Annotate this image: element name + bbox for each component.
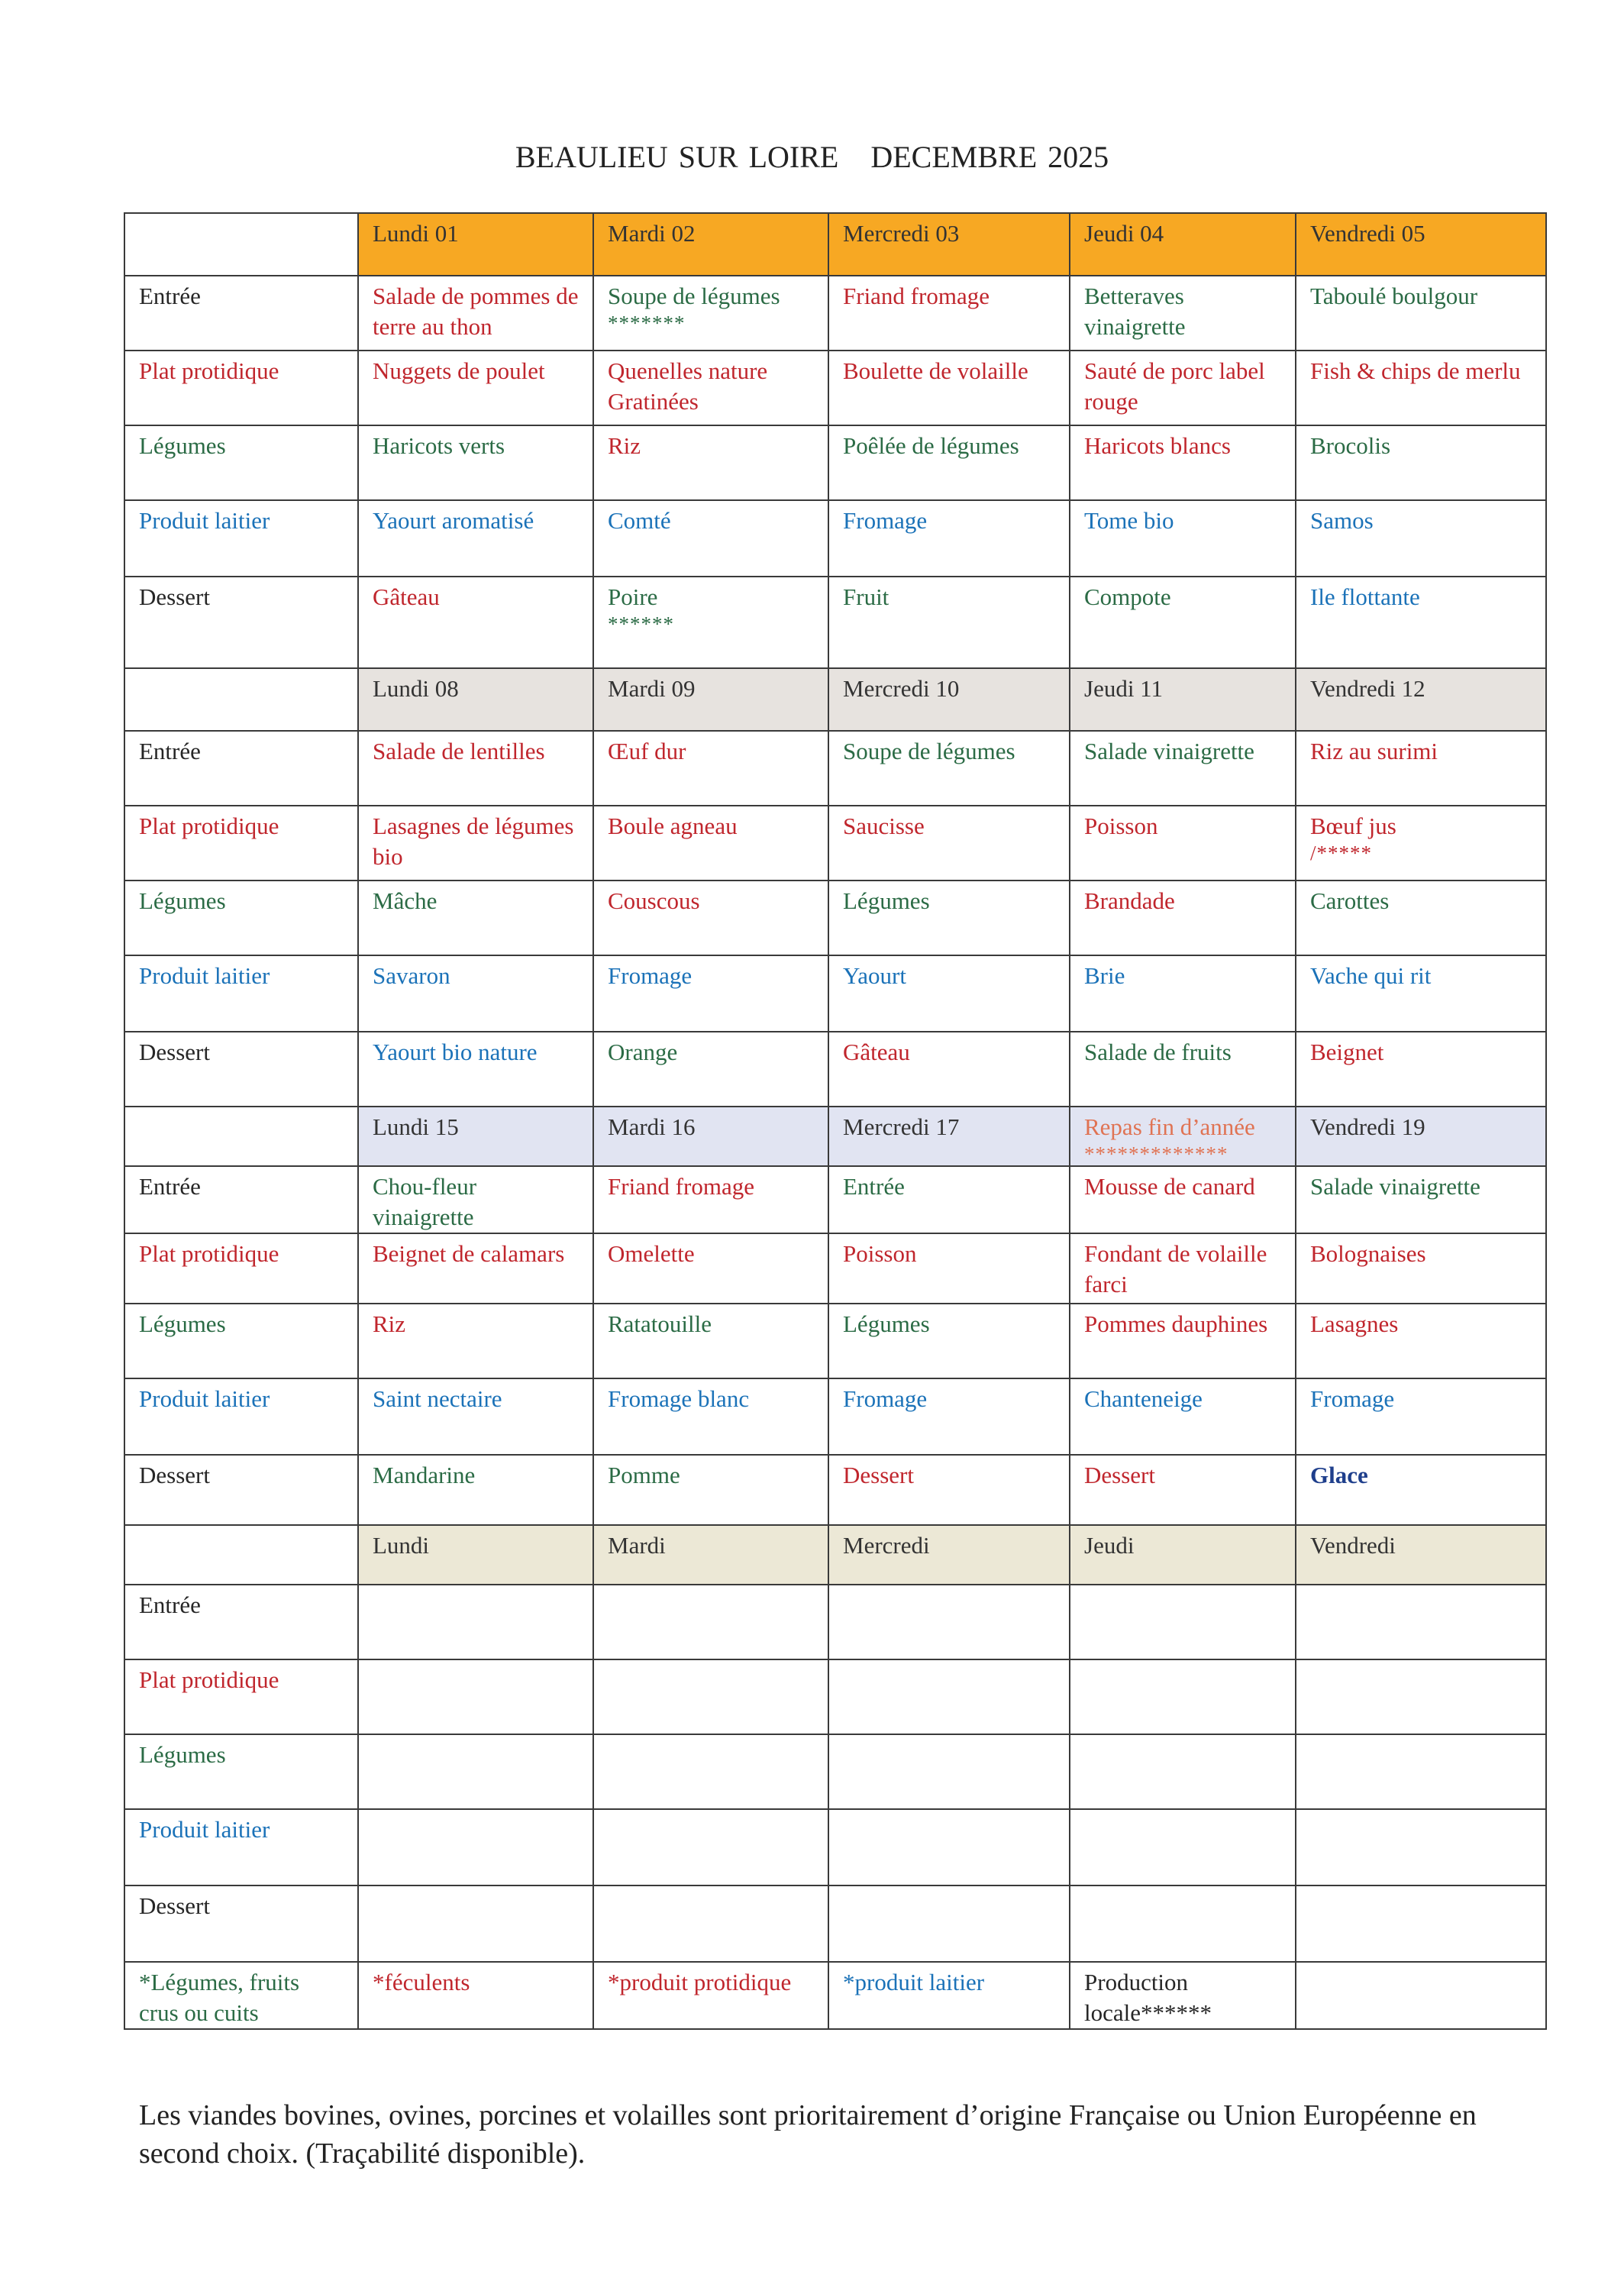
day-label: Mardi xyxy=(608,1532,666,1559)
category-label: Entrée xyxy=(124,1166,358,1233)
category-label: Produit laitier xyxy=(124,500,358,577)
menu-cell xyxy=(358,1659,593,1734)
menu-cell xyxy=(358,1233,593,1304)
dish-stars: ******* xyxy=(608,312,686,334)
dish-name: Fromage xyxy=(608,962,693,989)
dish-name: Fromage xyxy=(1310,1385,1395,1412)
menu-cell xyxy=(358,955,593,1032)
dish-name: Poêlée de légumes xyxy=(843,432,1019,459)
menu-cell xyxy=(1296,1378,1546,1455)
menu-cell xyxy=(593,955,828,1032)
dish-name: Orange xyxy=(608,1039,678,1065)
day-header xyxy=(828,1107,1070,1166)
title-place: BEAULIEU SUR LOIRE xyxy=(515,140,839,174)
dish-name: Riz xyxy=(608,432,641,459)
menu-cell xyxy=(593,881,828,955)
menu-cell xyxy=(1296,1304,1546,1378)
menu-cell xyxy=(828,1734,1070,1809)
menu-row xyxy=(124,1032,1546,1107)
dish-name: Quenelles nature Gratinées xyxy=(608,357,768,415)
header-blank-cell xyxy=(124,1107,358,1166)
menu-cell xyxy=(358,351,593,425)
legend-cell: *produit protidique xyxy=(593,1962,828,2029)
menu-cell xyxy=(593,425,828,500)
menu-cell xyxy=(1296,806,1546,881)
dish-name: Brandade xyxy=(1084,887,1175,914)
menu-cell xyxy=(1070,1304,1296,1378)
legend-cell: Production locale****** xyxy=(1070,1962,1296,2029)
legend-cell: *féculents xyxy=(358,1962,593,2029)
menu-cell xyxy=(1296,425,1546,500)
dish-name: Betteraves vinaigrette xyxy=(1084,283,1186,340)
menu-cell xyxy=(593,1585,828,1659)
day-header xyxy=(358,213,593,276)
day-header xyxy=(593,213,828,276)
dish-name: Fromage xyxy=(843,507,928,534)
menu-cell xyxy=(1296,1809,1546,1885)
menu-cell xyxy=(828,1233,1070,1304)
dish-name: Nuggets de poulet xyxy=(373,357,545,384)
category-label: Dessert xyxy=(124,1885,358,1962)
dish-name: Pomme xyxy=(608,1462,680,1488)
dish-name: Brie xyxy=(1084,962,1125,989)
menu-cell xyxy=(593,1032,828,1107)
menu-cell xyxy=(828,1032,1070,1107)
header-blank-cell xyxy=(124,1525,358,1585)
day-label: Mercredi 10 xyxy=(843,675,960,702)
day-label: Mercredi 17 xyxy=(843,1113,960,1140)
dish-name: Saucisse xyxy=(843,813,925,839)
menu-cell xyxy=(358,731,593,806)
category-label: Produit laitier xyxy=(124,955,358,1032)
category-label: Produit laitier xyxy=(124,1378,358,1455)
day-header xyxy=(1296,668,1546,731)
dish-name: Saint nectaire xyxy=(373,1385,502,1412)
day-label: Vendredi 12 xyxy=(1310,675,1425,702)
menu-cell xyxy=(1296,1734,1546,1809)
dish-name: Fruit xyxy=(843,583,889,610)
menu-cell xyxy=(1296,1166,1546,1233)
day-header xyxy=(1296,1525,1546,1585)
menu-cell xyxy=(1070,1455,1296,1525)
category-label: Légumes xyxy=(124,425,358,500)
dish-name: Mâche xyxy=(373,887,437,914)
menu-cell xyxy=(593,1304,828,1378)
legend-row xyxy=(124,1962,1546,2029)
dish-name: Salade de fruits xyxy=(1084,1039,1232,1065)
day-header xyxy=(828,213,1070,276)
week-header-row xyxy=(124,213,1546,276)
menu-cell xyxy=(358,276,593,351)
week-header-row xyxy=(124,1525,1546,1585)
header-blank-cell xyxy=(124,213,358,276)
menu-cell xyxy=(828,500,1070,577)
dish-name: Couscous xyxy=(608,887,700,914)
menu-row xyxy=(124,1885,1546,1962)
day-label: Mercredi 03 xyxy=(843,220,960,247)
day-label: Lundi xyxy=(373,1532,430,1559)
dish-name: Pommes dauphines xyxy=(1084,1310,1268,1337)
day-label: Jeudi xyxy=(1084,1532,1135,1559)
menu-row xyxy=(124,806,1546,881)
dish-name: Fondant de volaille farci xyxy=(1084,1240,1267,1297)
menu-cell xyxy=(593,1734,828,1809)
menu-cell xyxy=(1296,1659,1546,1734)
menu-cell xyxy=(1296,351,1546,425)
dish-name: Fish & chips de merlu xyxy=(1310,357,1521,384)
dish-name: Fromage xyxy=(843,1385,928,1412)
dish-name: Soupe de légumes xyxy=(608,283,780,309)
menu-cell xyxy=(358,1378,593,1455)
menu-row xyxy=(124,351,1546,425)
menu-cell xyxy=(358,500,593,577)
dish-name: Salade vinaigrette xyxy=(1310,1173,1480,1200)
menu-cell xyxy=(1070,1885,1296,1962)
title-month: DECEMBRE 2025 xyxy=(870,140,1109,174)
menu-cell xyxy=(1070,1585,1296,1659)
menu-row xyxy=(124,1809,1546,1885)
menu-cell xyxy=(593,351,828,425)
menu-row xyxy=(124,1455,1546,1525)
week-header-row xyxy=(124,1107,1546,1166)
menu-row xyxy=(124,276,1546,351)
menu-cell xyxy=(358,1455,593,1525)
menu-row xyxy=(124,1304,1546,1378)
menu-cell xyxy=(1296,881,1546,955)
menu-table xyxy=(124,212,1547,2030)
menu-cell xyxy=(1070,500,1296,577)
menu-cell xyxy=(1296,577,1546,668)
origin-note: Les viandes bovines, ovines, porcines et volailles sont prioritairement d’origine Française ou Union Européenne en second choix. (Traçabilité disponible). xyxy=(139,2099,1477,2170)
day-header xyxy=(1296,1107,1546,1166)
menu-cell xyxy=(358,881,593,955)
menu-cell xyxy=(828,955,1070,1032)
day-label: Mardi 02 xyxy=(608,220,696,247)
day-header xyxy=(593,1107,828,1166)
day-label-stars: ************* xyxy=(1084,1142,1228,1165)
menu-row xyxy=(124,1585,1546,1659)
dish-name: Lasagnes xyxy=(1310,1310,1399,1337)
category-label: Plat protidique xyxy=(124,1233,358,1304)
dish-name: Gâteau xyxy=(843,1039,910,1065)
dish-name: Poisson xyxy=(1084,813,1158,839)
dish-name: Boulette de volaille xyxy=(843,357,1028,384)
dish-name: Haricots blancs xyxy=(1084,432,1231,459)
dish-stars: /***** xyxy=(1310,842,1373,864)
menu-row xyxy=(124,955,1546,1032)
dish-name: Yaourt xyxy=(843,962,906,989)
dish-name: Dessert xyxy=(843,1462,914,1488)
category-label: Dessert xyxy=(124,1455,358,1525)
menu-cell xyxy=(828,351,1070,425)
menu-cell xyxy=(828,1304,1070,1378)
menu-cell xyxy=(828,1378,1070,1455)
menu-cell xyxy=(358,1885,593,1962)
day-label: Mardi 16 xyxy=(608,1113,696,1140)
menu-row xyxy=(124,1233,1546,1304)
menu-cell xyxy=(828,1585,1070,1659)
menu-row xyxy=(124,1166,1546,1233)
menu-cell xyxy=(358,1166,593,1233)
legend-empty-cell xyxy=(1296,1962,1546,2029)
dish-name: Sauté de porc label rouge xyxy=(1084,357,1265,415)
day-header xyxy=(358,1525,593,1585)
menu-cell xyxy=(1070,881,1296,955)
day-header xyxy=(1070,1525,1296,1585)
dish-name: Beignet de calamars xyxy=(373,1240,565,1267)
day-header xyxy=(358,1107,593,1166)
menu-body xyxy=(124,213,1546,2029)
menu-cell xyxy=(828,577,1070,668)
menu-cell xyxy=(828,1809,1070,1885)
menu-cell xyxy=(828,1659,1070,1734)
dish-name: Ratatouille xyxy=(608,1310,712,1337)
menu-cell xyxy=(1296,955,1546,1032)
menu-cell xyxy=(1296,1585,1546,1659)
dish-name: Poisson xyxy=(843,1240,917,1267)
menu-cell xyxy=(358,577,593,668)
dish-name: Mousse de canard xyxy=(1084,1173,1255,1200)
dish-name: Ile flottante xyxy=(1310,583,1420,610)
menu-cell xyxy=(593,1455,828,1525)
day-label: Lundi 08 xyxy=(373,675,459,702)
menu-row xyxy=(124,881,1546,955)
menu-cell xyxy=(593,806,828,881)
dish-name: Friand fromage xyxy=(608,1173,754,1200)
day-header xyxy=(1070,213,1296,276)
menu-row xyxy=(124,1378,1546,1455)
menu-cell xyxy=(593,1885,828,1962)
menu-cell xyxy=(593,500,828,577)
menu-cell xyxy=(1070,955,1296,1032)
dish-name: Soupe de légumes xyxy=(843,738,1015,764)
menu-cell xyxy=(593,276,828,351)
menu-cell xyxy=(593,577,828,668)
menu-cell xyxy=(828,1166,1070,1233)
dish-name: Vache qui rit xyxy=(1310,962,1432,989)
dish-name: Salade vinaigrette xyxy=(1084,738,1254,764)
week-header-row xyxy=(124,668,1546,731)
day-label: Vendredi 19 xyxy=(1310,1113,1425,1140)
dish-name: Friand fromage xyxy=(843,283,990,309)
menu-cell xyxy=(1070,1734,1296,1809)
menu-cell xyxy=(358,425,593,500)
dish-name: Savaron xyxy=(373,962,450,989)
dish-name: Œuf dur xyxy=(608,738,686,764)
dish-name: Légumes xyxy=(843,1310,930,1337)
day-header xyxy=(593,1525,828,1585)
dish-name: Compote xyxy=(1084,583,1171,610)
menu-cell xyxy=(1070,276,1296,351)
menu-cell xyxy=(1070,425,1296,500)
dish-name: Comté xyxy=(608,507,671,534)
menu-row xyxy=(124,425,1546,500)
menu-row xyxy=(124,1659,1546,1734)
dish-stars: ****** xyxy=(608,612,674,635)
menu-cell xyxy=(828,806,1070,881)
dish-name: Chou-fleur vinaigrette xyxy=(373,1173,477,1230)
menu-cell xyxy=(1070,1809,1296,1885)
legend-cell: *produit laitier xyxy=(828,1962,1070,2029)
day-label: Vendredi xyxy=(1310,1532,1396,1559)
menu-cell xyxy=(1070,1378,1296,1455)
day-label: Vendredi 05 xyxy=(1310,220,1425,247)
dish-name: Yaourt bio nature xyxy=(373,1039,538,1065)
menu-cell xyxy=(358,1734,593,1809)
menu-cell xyxy=(593,1378,828,1455)
menu-cell xyxy=(1296,1233,1546,1304)
menu-cell xyxy=(358,1585,593,1659)
menu-cell xyxy=(593,1233,828,1304)
day-header xyxy=(828,668,1070,731)
dish-name: Fromage blanc xyxy=(608,1385,750,1412)
category-label: Plat protidique xyxy=(124,806,358,881)
dish-name: Yaourt aromatisé xyxy=(373,507,534,534)
header-blank-cell xyxy=(124,668,358,731)
category-label: Entrée xyxy=(124,1585,358,1659)
page-title xyxy=(0,139,1624,175)
dish-name: Bœuf jus xyxy=(1310,813,1396,839)
menu-row xyxy=(124,1734,1546,1809)
category-label: Entrée xyxy=(124,731,358,806)
dish-name: Gâteau xyxy=(373,583,440,610)
dish-name: Brocolis xyxy=(1310,432,1391,459)
menu-cell xyxy=(358,806,593,881)
menu-cell xyxy=(828,1885,1070,1962)
dish-name: Boule agneau xyxy=(608,813,738,839)
menu-cell xyxy=(1296,731,1546,806)
menu-cell xyxy=(593,1809,828,1885)
dish-name: Poire xyxy=(608,583,658,610)
menu-cell xyxy=(1296,1032,1546,1107)
category-label: Légumes xyxy=(124,1304,358,1378)
day-label: Mercredi xyxy=(843,1532,930,1559)
category-label: Entrée xyxy=(124,276,358,351)
day-label: Repas fin d’année xyxy=(1084,1113,1255,1140)
dish-name: Riz au surimi xyxy=(1310,738,1438,764)
menu-cell xyxy=(828,731,1070,806)
dish-name: Bolognaises xyxy=(1310,1240,1426,1267)
day-header xyxy=(1296,213,1546,276)
legend-cell: *Légumes, fruits crus ou cuits xyxy=(124,1962,358,2029)
dish-name: Taboulé boulgour xyxy=(1310,283,1478,309)
menu-row xyxy=(124,731,1546,806)
dish-name: Omelette xyxy=(608,1240,695,1267)
menu-cell xyxy=(1070,806,1296,881)
day-label: Jeudi 04 xyxy=(1084,220,1164,247)
dish-name: Carottes xyxy=(1310,887,1390,914)
menu-cell xyxy=(593,1166,828,1233)
menu-cell xyxy=(1296,1885,1546,1962)
menu-cell xyxy=(1070,1233,1296,1304)
dish-name: Chanteneige xyxy=(1084,1385,1203,1412)
menu-cell xyxy=(1296,276,1546,351)
menu-cell xyxy=(828,1455,1070,1525)
menu-cell xyxy=(358,1809,593,1885)
menu-row xyxy=(124,577,1546,668)
day-header xyxy=(828,1525,1070,1585)
dish-name: Glace xyxy=(1310,1462,1368,1488)
menu-cell xyxy=(1070,351,1296,425)
dish-name: Mandarine xyxy=(373,1462,476,1488)
menu-cell xyxy=(1070,577,1296,668)
category-label: Légumes xyxy=(124,1734,358,1809)
menu-cell xyxy=(358,1304,593,1378)
category-label: Plat protidique xyxy=(124,1659,358,1734)
category-label: Dessert xyxy=(124,577,358,668)
day-label: Mardi 09 xyxy=(608,675,696,702)
dish-name: Beignet xyxy=(1310,1039,1384,1065)
menu-cell xyxy=(828,276,1070,351)
day-header xyxy=(358,668,593,731)
day-label: Lundi 01 xyxy=(373,220,459,247)
dish-name: Salade de pommes de terre au thon xyxy=(373,283,579,340)
dish-name: Haricots verts xyxy=(373,432,505,459)
menu-cell xyxy=(358,1032,593,1107)
menu-cell xyxy=(1070,1032,1296,1107)
menu-cell xyxy=(1296,1455,1546,1525)
dish-name: Lasagnes de légumes bio xyxy=(373,813,574,870)
day-label: Jeudi 11 xyxy=(1084,675,1164,702)
dish-name: Tome bio xyxy=(1084,507,1174,534)
category-label: Produit laitier xyxy=(124,1809,358,1885)
dish-name: Salade de lentilles xyxy=(373,738,545,764)
dish-name: Entrée xyxy=(843,1173,905,1200)
menu-cell xyxy=(1296,500,1546,577)
dish-name: Dessert xyxy=(1084,1462,1155,1488)
dish-name: Riz xyxy=(373,1310,406,1337)
menu-cell xyxy=(1070,1166,1296,1233)
dish-name: Légumes xyxy=(843,887,930,914)
menu-cell xyxy=(593,1659,828,1734)
dish-name: Samos xyxy=(1310,507,1374,534)
category-label: Plat protidique xyxy=(124,351,358,425)
category-label: Légumes xyxy=(124,881,358,955)
menu-row xyxy=(124,500,1546,577)
day-header xyxy=(1070,668,1296,731)
day-header xyxy=(1070,1107,1296,1166)
menu-cell xyxy=(1070,731,1296,806)
menu-cell xyxy=(1070,1659,1296,1734)
day-header xyxy=(593,668,828,731)
menu-cell xyxy=(593,731,828,806)
category-label: Dessert xyxy=(124,1032,358,1107)
menu-cell xyxy=(828,881,1070,955)
menu-cell xyxy=(828,425,1070,500)
day-label: Lundi 15 xyxy=(373,1113,459,1140)
